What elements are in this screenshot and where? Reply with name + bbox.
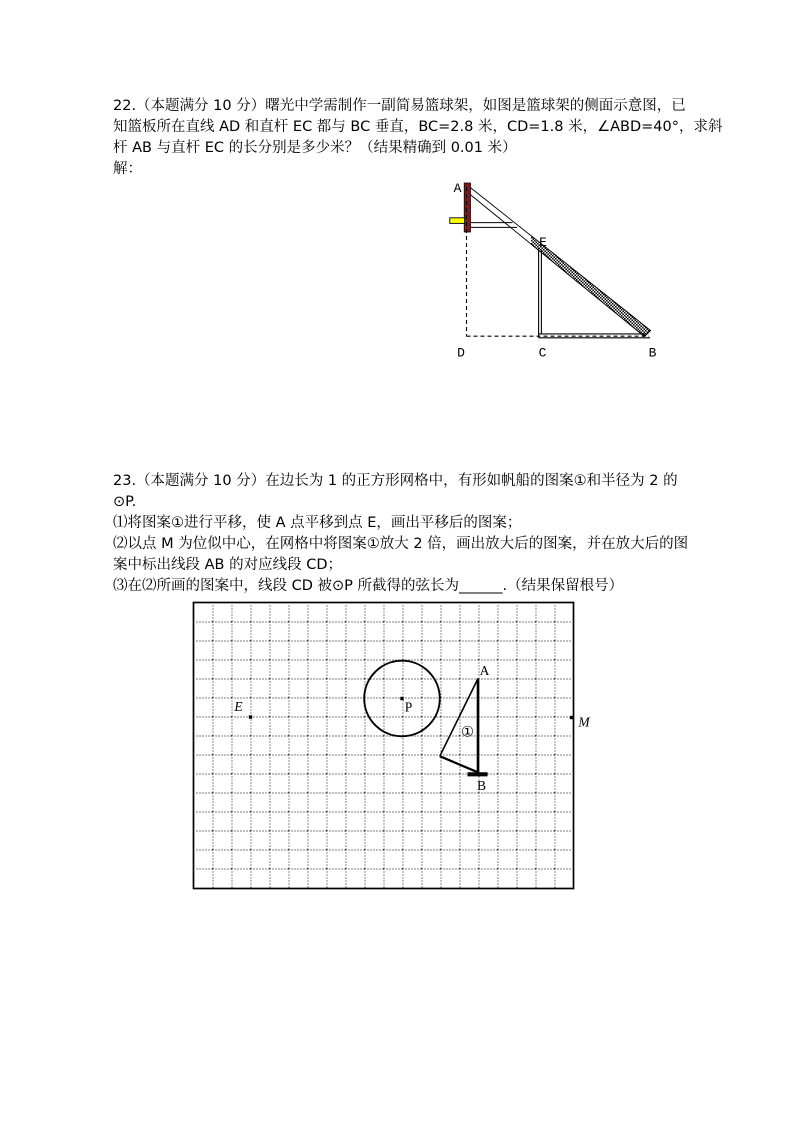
label-point-E: E xyxy=(234,699,243,714)
problem-22-solution-label: 解： xyxy=(113,161,142,177)
point-dot-E xyxy=(249,715,252,718)
problem-23-part-1: ⑴将图案①进行平移，使 A 点平移到点 E，画出平移后的图案； xyxy=(113,515,522,531)
problem-22-line-1: 22.（本题满分 10 分）曙光中学需制作一副简易篮球架，如图是篮球架的侧面示意图，已 xyxy=(113,98,686,114)
center-dot-P xyxy=(400,697,403,700)
label-point-B: B xyxy=(476,778,487,793)
problem-22-line-2: 知篮板所在直线 AD 和直杆 EC 都与 BC 垂直，BC=2.8 米，CD=1.8 米，∠ABD=40°，求斜 xyxy=(113,119,723,135)
problem-22-line-3: 杆 AB 与直杆 EC 的长分别是多少米？（结果精确到 0.01 米） xyxy=(113,140,517,156)
problem-23-text xyxy=(113,471,688,597)
grid-dotted-lines xyxy=(195,604,573,888)
label-point-A: A xyxy=(479,663,490,678)
problem-23-part-3: ⑶在⑵所画的图案中，线段 CD 被⊙P 所截得的弦长为______.（结果保留根号） xyxy=(113,578,624,594)
point-dot-M xyxy=(570,716,573,719)
problem-23-part-2-cont: 案中标出线段 AB 的对应线段 CD； xyxy=(113,557,342,573)
problem-23-line-2: ⊙P. xyxy=(113,494,137,510)
backboard-rect xyxy=(464,183,470,232)
basketball-stand-figure xyxy=(438,176,670,368)
rim-rect xyxy=(450,218,465,224)
problem-23-line-1: 23.（本题满分 10 分）在边长为 1 的正方形网格中，有形如帆船的图案①和半径为 2 的 xyxy=(113,473,678,489)
label-point-A: A xyxy=(453,181,462,196)
label-point-M: M xyxy=(578,714,590,730)
label-pattern-1: ① xyxy=(461,724,474,741)
label-point-P: P xyxy=(404,699,413,715)
grid-figure xyxy=(185,594,605,900)
label-point-B: B xyxy=(648,345,657,361)
problem-22-text xyxy=(113,96,722,180)
label-point-E: E xyxy=(539,235,547,250)
label-point-C: C xyxy=(538,345,547,361)
label-point-D: D xyxy=(457,345,465,361)
problem-23-part-2: ⑵以点 M 为位似中心，在网格中将图案①放大 2 倍，画出放大后的图案，并在放大后的图 xyxy=(113,536,689,552)
